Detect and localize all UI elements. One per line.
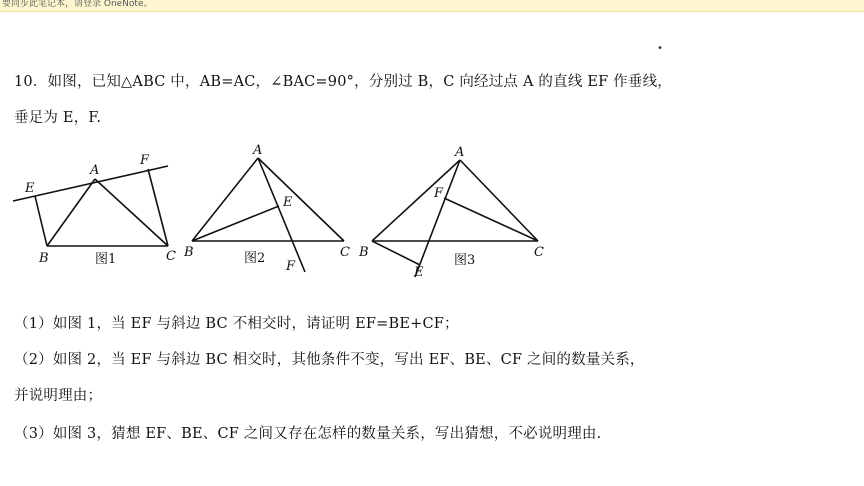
question-part-2: （2）如图 2，当 EF 与斜边 BC 相交时，其他条件不变，写出 EF、BE、CF 之间的数量关系， [14,352,645,368]
fig1-segment-be [35,196,47,246]
figure-2 [192,158,344,272]
fig2-label-a: A [253,143,263,158]
fig2-label-f: F [286,259,296,274]
fig3-label-a: A [455,145,465,160]
figure-1 [13,166,168,246]
fig2-label-e: E [283,195,293,210]
fig1-segment-cf [148,169,168,246]
fig1-segment-ab [47,179,95,246]
fig1-caption: 图1 [95,252,117,267]
fig3-label-e: E [414,265,424,280]
notebook-sync-notice-text[interactable]: 要同步此笔记本，请登录 OneNote。 [2,0,153,9]
fig1-label-b: B [39,251,49,266]
question-title: 10．如图，已知△ABC 中，AB=AC，∠BAC=90°，分别过 B，C 向经过点 A 的直线 EF 作垂线， [14,74,672,90]
fig1-label-f: F [140,153,150,168]
fig3-segment-ac [460,160,538,241]
fig3-segment-ab [372,160,460,241]
fig3-segment-cf [444,198,538,241]
fig1-label-e: E [25,181,35,196]
question-part-1: （1）如图 1，当 EF 与斜边 BC 不相交时，请证明 EF=BE+CF； [14,316,459,332]
geometry-figures [0,140,864,285]
question-title-continued: 垂足为 E，F. [14,110,102,126]
fig2-segment-ac [258,158,344,241]
notebook-sync-notice-bar[interactable] [0,0,864,12]
fig3-label-f: F [434,186,444,201]
fig3-segment-be [372,241,420,265]
fig1-label-a: A [90,163,100,178]
fig3-label-b: B [359,245,369,260]
fig3-caption: 图3 [454,253,476,268]
fig2-caption: 图2 [244,251,266,266]
fig2-label-c: C [340,245,350,260]
question-part-3: （3）如图 3，猜想 EF、BE、CF 之间又存在怎样的数量关系，写出猜想，不必说明理由. [14,426,602,442]
fig1-segment-ac [95,179,168,246]
fig3-label-c: C [534,245,544,260]
fig1-label-c: C [166,249,176,264]
fig2-label-b: B [184,245,194,260]
question-part-2-continued: 并说明理由； [14,388,103,404]
page-marker-dot: • [657,43,663,54]
